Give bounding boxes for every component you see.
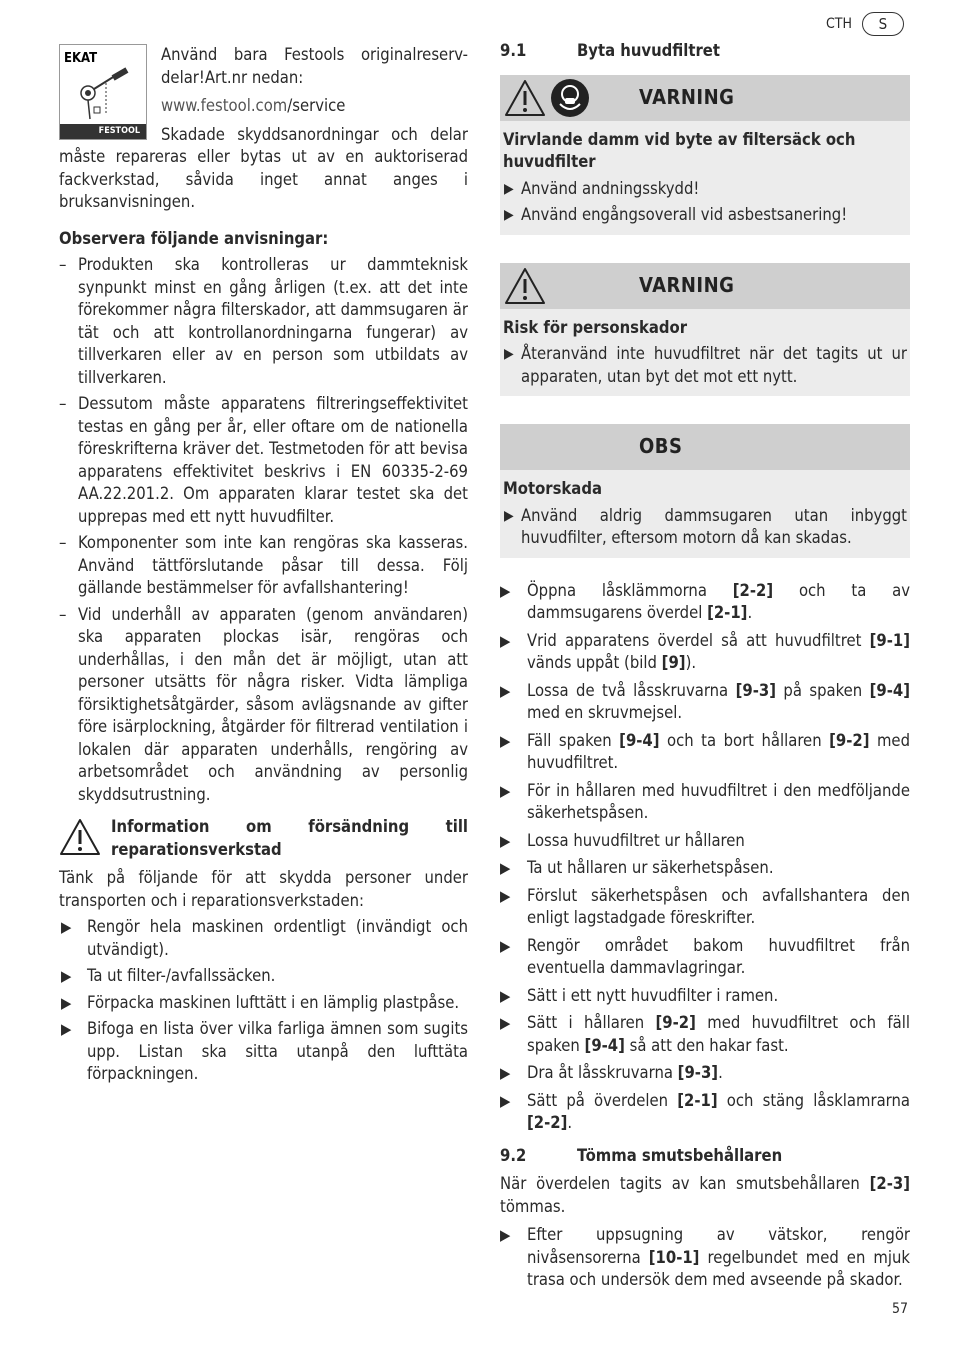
info-title: Information om försändning till reparationsverkstad	[111, 817, 468, 859]
step-text: på spaken	[775, 680, 870, 700]
body-text: När överdelen tagits av kan smutsbehållaren	[500, 1174, 870, 1193]
notice-list	[503, 505, 907, 550]
service-url-prefix: www.festool.com	[161, 96, 288, 115]
section-9-2-text	[500, 1173, 910, 1218]
step-text: Vrid apparatens överdel så att huvudfiltret	[527, 630, 870, 650]
figure-ref: [9-4]	[619, 730, 660, 750]
figure-ref: [9-1]	[869, 630, 910, 650]
observe-list	[59, 254, 468, 806]
step-text: Sätt i ett nytt huvudfilter i ramen.	[527, 985, 779, 1005]
list-item: – Komponenter som inte kan rengöras ska kasseras. Använd tättförslutande påsar till dessa. Följ gällande bestämmelser för avfallshantering!	[59, 532, 468, 600]
list-item-text: Ta ut filter-/avfallssäcken.	[87, 966, 276, 985]
list-item	[59, 1018, 468, 1086]
list-item	[59, 965, 468, 988]
step-text: Lossa de två låsskruvarna	[527, 680, 736, 700]
step-item	[500, 830, 910, 853]
section-title: Tömma smutsbehållaren	[577, 1145, 783, 1165]
intro-text-2: Skadade skyddsanordningar och delar måste repareras eller bytas ut av en auktoriserad fackverkstad, såvida inget annat anges i bruksanvisningen.	[59, 124, 468, 211]
info-list	[59, 916, 468, 1086]
ekat-label: EKAT	[64, 51, 98, 66]
filter-steps-list	[500, 580, 910, 1135]
step-text: Förslut säkerhetspåsen och avfallshantera den enligt lagstadgade föreskrifter.	[527, 885, 910, 927]
arrow-bullet-icon: ▶	[500, 859, 511, 877]
step-item	[500, 630, 910, 675]
section-number: 9.1	[500, 41, 527, 60]
figure-ref: [9]	[661, 653, 686, 672]
step-text: regelbundet med en mjuk trasa och undersök dem med avseende på skador.	[527, 1247, 910, 1289]
festool-logo: FESTOOL	[60, 124, 146, 139]
figure-ref: [9-2]	[655, 1013, 696, 1032]
step-item	[500, 580, 910, 625]
left-column	[59, 44, 468, 1086]
arrow-bullet-icon: ▶	[504, 180, 514, 197]
figure-ref: [2-2]	[732, 580, 774, 600]
figure-ref: [9-3]	[735, 680, 776, 700]
step-text: och ta bort hållaren	[659, 730, 830, 750]
list-item	[503, 505, 907, 550]
arrow-bullet-icon: ▶	[504, 507, 514, 524]
page-number: 57	[892, 1301, 909, 1317]
figure-ref: [9-4]	[869, 680, 910, 700]
arrow-bullet-icon: ▶	[500, 1064, 511, 1082]
list-item	[59, 992, 468, 1015]
warning-list	[503, 343, 907, 388]
list-item: – Dessutom måste apparatens filtreringseffektivitet testas en gång per år, eller oftare om de nationella föreskrifterna kräver det. Testmetoden för att bevisa apparatens effektivitet beskrivs i EN 60335-2-69 AA.22.201.2. Om apparaten klarar testet ska det upprepas med ett nytt huvudfilter.	[59, 393, 468, 528]
list-item-text: Använd aldrig dammsugaren utan inbyggt huvudfilter, eftersom motorn då kan skadas.	[521, 505, 907, 547]
section-9-1-heading	[500, 40, 910, 63]
body-text: tömmas.	[500, 1196, 566, 1216]
figure-ref: [2-3]	[869, 1174, 910, 1193]
warning-triangle-icon	[59, 818, 101, 856]
step-item	[500, 885, 910, 930]
language-badge: S	[862, 12, 904, 36]
step-text: vänds uppåt (bild	[527, 653, 662, 672]
step-text: Lossa huvudfiltret ur hållaren	[527, 830, 745, 850]
step-text: med huvudfiltret och fäll spaken	[527, 1013, 910, 1055]
step-item	[500, 680, 910, 725]
notice-subtitle: Motorskada	[503, 479, 602, 498]
step-text: med en skruvmejsel.	[527, 703, 683, 722]
step-item	[500, 1012, 910, 1057]
step-text: och stäng låsklamrarna	[717, 1090, 910, 1110]
step-text: Sätt i hållaren	[527, 1013, 656, 1032]
step-item	[500, 985, 910, 1008]
arrow-bullet-icon: ▶	[61, 1020, 72, 1038]
step-text: och ta av dammsugarens överdel	[527, 580, 910, 622]
figure-ref: [9-2]	[829, 730, 870, 750]
list-item: – Vid underhåll av apparaten (genom användaren) ska apparaten plockas isär, rengöras och underhållas, i den mån det är möjligt, utan att personer utsätts för några risker. Vidta lämpliga försiktighetsåtgärder, såsom avlägsnande av gifter före isärplockning, åtgärder för filtrerad ventilation i lokalen där apparaten underhålls, rengöring av arbetsområdet och användning av personlig skyddsutrustning.	[59, 604, 468, 807]
arrow-bullet-icon: ▶	[500, 1014, 511, 1032]
arrow-bullet-icon: ▶	[500, 986, 511, 1005]
arrow-bullet-icon: ▶	[61, 993, 72, 1012]
figure-ref: [9-3]	[677, 1063, 719, 1082]
arrow-bullet-icon: ▶	[504, 207, 514, 223]
info-text: Tänk på följande för att skydda personer under transporten och i reparationsverkstaden:	[59, 868, 468, 910]
figure-ref: [9-4]	[584, 1035, 625, 1055]
notice-title: OBS	[639, 434, 683, 458]
notice-box-motor	[500, 424, 910, 558]
step-item	[500, 1062, 910, 1085]
step-text: .	[747, 603, 753, 622]
arrow-bullet-icon: ▶	[500, 781, 511, 800]
page-header	[826, 12, 904, 36]
right-column	[500, 40, 910, 1297]
list-item-text: Återanvänd inte huvudfiltret när det tagits ut ur apparaten, utan byt det mot ett nytt.	[521, 344, 907, 386]
step-text: .	[567, 1113, 573, 1132]
step-item	[500, 1224, 910, 1292]
ekat-icon	[59, 44, 147, 140]
wrench-drawing-icon	[68, 63, 138, 123]
step-text: med huvudfiltret.	[527, 730, 910, 772]
warning-title: VARNING	[639, 272, 735, 297]
list-item-text: Använd engångsoverall vid asbestsanering!	[521, 205, 848, 224]
list-item	[503, 343, 907, 388]
list-item-text: Använd andningsskydd!	[521, 178, 700, 198]
step-item	[500, 730, 910, 775]
step-item	[500, 935, 910, 980]
warning-band	[500, 75, 910, 121]
list-item-text: Bifoga en lista över vilka farliga ämnen som sugits upp. Listan ska sitta utanpå den lufttäta förpackningen.	[87, 1019, 468, 1083]
step-item	[500, 780, 910, 825]
arrow-bullet-icon: ▶	[61, 918, 72, 936]
list-item-text: Förpacka maskinen lufttätt i en lämplig plastpåse.	[87, 992, 460, 1012]
list-item	[503, 204, 907, 227]
figure-ref: [2-2]	[527, 1113, 568, 1132]
respirator-mask-icon	[550, 78, 590, 118]
container-steps-list	[500, 1224, 910, 1292]
step-text: Sätt på överdelen	[527, 1090, 678, 1110]
arrow-bullet-icon: ▶	[504, 346, 514, 362]
warning-subtitle: Virvlande damm vid byte av filtersäck och huvudfilter	[503, 129, 856, 171]
section-title: Byta huvudfiltret	[577, 41, 720, 60]
figure-ref: [2-1]	[677, 1090, 718, 1110]
section-number: 9.2	[500, 1145, 527, 1165]
warning-triangle-icon	[504, 78, 546, 118]
observe-title: Observera följande anvisningar:	[59, 228, 329, 248]
step-text: så att den hakar fast.	[624, 1035, 789, 1055]
step-text: Efter uppsugning av vätskor, rengör nivåsensorerna	[527, 1225, 910, 1267]
repair-shipping-heading	[59, 816, 468, 861]
step-item	[500, 857, 910, 880]
arrow-bullet-icon: ▶	[61, 967, 72, 985]
figure-ref: [10-1]	[648, 1247, 700, 1267]
step-text: Fäll spaken	[527, 730, 620, 750]
model-label: CTH	[826, 15, 852, 32]
warning-triangle-icon	[504, 266, 546, 306]
step-text: Ta ut hållaren ur säkerhetspåsen.	[527, 858, 774, 877]
warning-box-dust	[500, 75, 910, 235]
arrow-bullet-icon: ▶	[500, 681, 511, 700]
warning-subtitle: Risk för personskador	[503, 317, 688, 337]
step-text: ).	[685, 653, 697, 672]
warning-title: VARNING	[639, 84, 735, 109]
step-text: Rengör området bakom huvudfiltret från eventuella dammavlagringar.	[527, 935, 910, 977]
arrow-bullet-icon: ▶	[500, 1091, 511, 1110]
step-text: Öppna låsklämmorna	[527, 580, 733, 600]
arrow-bullet-icon: ▶	[500, 581, 511, 600]
list-item: – Produkten ska kontrolleras ur dammteknisk synpunkt minst en gång årligen (t.ex. att det inte förekommer några filterskador, att dammsugaren är tät och att kontrollanordningarna fungerar) av tillverkaren eller av en person som utbildats av tillverkaren.	[59, 254, 468, 389]
step-text: För in hållaren med huvudfiltret i den medföljande säkerhetspåsen.	[527, 780, 910, 822]
service-url-path: /service	[287, 96, 346, 115]
warning-list	[503, 178, 907, 227]
intro-text-1: Använd bara Festools originalreserv-delar!Art.nr nedan:	[161, 45, 468, 87]
warning-box-injury	[500, 263, 910, 397]
step-item	[500, 1090, 910, 1135]
arrow-bullet-icon: ▶	[500, 631, 511, 650]
step-text: Dra åt låsskruvarna	[527, 1063, 678, 1082]
figure-ref: [2-1]	[707, 603, 748, 622]
arrow-bullet-icon: ▶	[500, 731, 511, 750]
list-item-text: Rengör hela maskinen ordentligt (invändigt och utvändigt).	[87, 917, 468, 959]
notice-band	[500, 424, 910, 470]
list-item	[503, 178, 907, 201]
arrow-bullet-icon: ▶	[500, 886, 511, 905]
step-text: .	[718, 1063, 723, 1082]
warning-band	[500, 263, 910, 309]
list-item	[59, 916, 468, 961]
arrow-bullet-icon: ▶	[500, 831, 511, 850]
section-9-2-heading	[500, 1145, 910, 1168]
arrow-bullet-icon: ▶	[500, 936, 511, 955]
arrow-bullet-icon: ▶	[500, 1226, 511, 1244]
